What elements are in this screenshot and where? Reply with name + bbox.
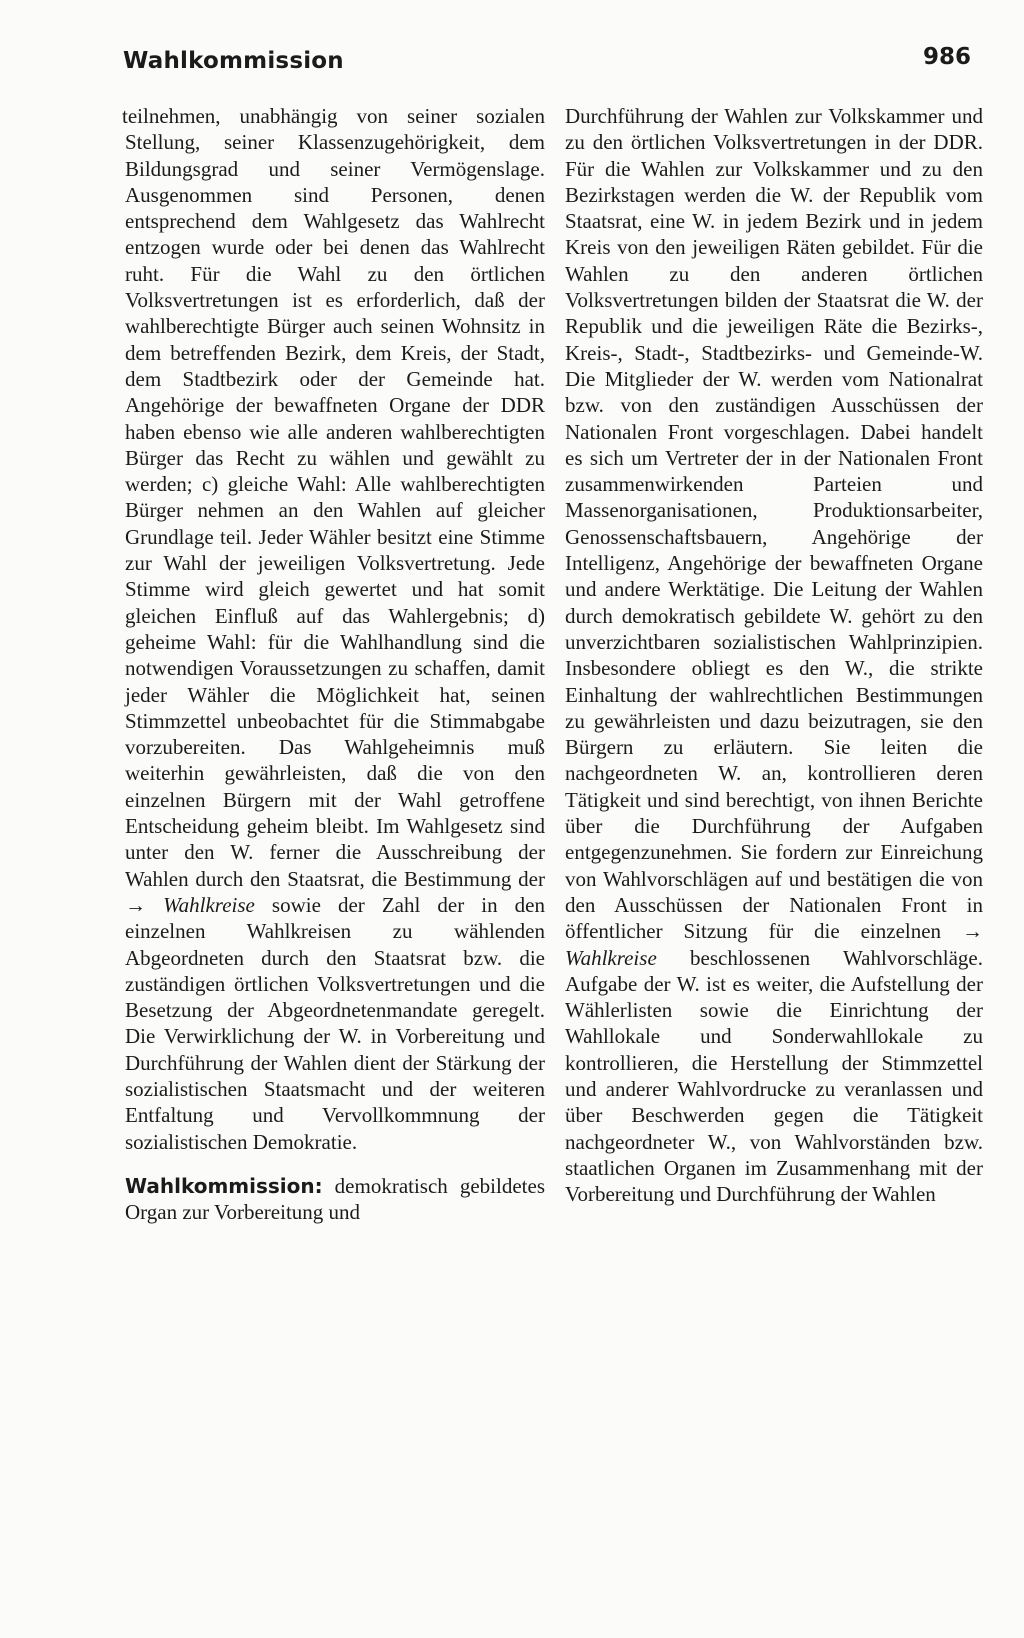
running-head: Wahlkommission	[123, 48, 344, 74]
cross-reference-wahlkreise: Wahlkreise	[565, 945, 657, 970]
entry-wahlkommission	[125, 1173, 545, 1226]
entry-definition: demokratisch gebildetes Organ zur Vorbereitung und	[125, 1173, 545, 1225]
text-segment: sowie der Zahl der in den einzelnen Wahlkreisen zu wählenden Abgeordneten durch den Staatsrat bzw. die zuständigen örtlichen Volksvertretungen und die Besetzung der Abgeordnetenmandate geregelt. Die Verwirklichung der W. in Vorbereitung und Durchführung der Wahlen dient der Stärkung der sozialistischen Staatsmacht und der weiteren Entfaltung und Vervollkommnung der sozialistischen Demokratie.	[125, 892, 546, 1154]
right-column	[565, 103, 983, 1207]
text-segment: beschlossenen Wahlvorschläge. Aufgabe der W. ist es weiter, die Aufstellung der Wählerlisten sowie die Einrichtung der Wahllokale und Sonderwahllokale zu kontrollieren, die Herstellung der Stimmzettel und anderer Wahlvordrucke zu veranlassen und über Beschwerden gegen die Tätigkeit nachgeordneter W., von Wahlvorständen bzw. staatlichen Organen im Zusammenhang mit der Vorbereitung und Durchführung der Wahlen	[565, 945, 983, 1207]
entry-headword: Wahlkommission:	[125, 1173, 323, 1198]
paragraph-wahlgrundsaetze	[122, 103, 546, 1155]
page-number: 986	[923, 44, 972, 70]
cross-reference-wahlkreise: Wahlkreise	[163, 892, 255, 917]
text-segment: teilnehmen, unabhängig von seiner sozialen Stellung, seiner Klassenzugehörigkeit, dem Bildungsgrad und seiner Vermögenslage. Ausgenommen sind Personen, denen entsprechend dem Wahlgesetz das Wahlrecht entzogen wurde oder bei denen das Wahlrecht ruht. Für die Wahl zu den örtlichen Volksvertretungen ist es erforderlich, daß der wahlberechtigte Bürger auch seinen Wohnsitz in dem betreffenden Bezirk, dem Kreis, der Stadt, dem Stadtbezirk oder der Gemeinde hat. Angehörige der bewaffneten Organe der DDR haben ebenso wie alle anderen wahlberechtigten Bürger das Recht zu wählen und gewählt zu werden; c) gleiche Wahl: Alle wahlberechtigten Bürger nehmen an den Wahlen auf gleicher Grundlage teil. Jeder Wähler besitzt eine Stimme zur Wahl der jeweiligen Volksvertretung. Jede Stimme wird gleich gewertet und hat somit gleichen Einfluß auf das Wahlergebnis; d) geheime Wahl: für die Wahlhandlung sind die notwendigen Voraussetzungen zu schaffen, damit jeder Wähler die Möglichkeit hat, seinen Stimmzettel unbeobachtet für die Stimmabgabe vorzubereiten. Das Wahlgeheimnis muß weiterhin gewährleisten, daß die von den einzelnen Bürgern mit der Wahl getroffene Entscheidung geheim bleibt. Im Wahlgesetz sind unter den W. ferner die Ausschreibung der Wahlen durch den Staatsrat, die Bestimmung der →	[122, 104, 545, 917]
text-segment: Durchführung der Wahlen zur Volkskammer und zu den örtlichen Volksvertretungen in der DDR. Für die Wahlen zur Volkskammer und zu den Bezirkstagen werden die W. der Republik vom Staatsrat, eine W. in jedem Bezirk und in jedem Kreis von den jeweiligen Räten gebildet. Für die Wahlen zu den anderen örtlichen Volksvertretungen bilden der Staatsrat die W. der Republik und die jeweiligen Räte die Bezirks-, Kreis-, Stadt-, Stadtbezirks- und Gemeinde-W. Die Mitglieder der W. werden vom Nationalrat bzw. von den zuständigen Ausschüssen der Nationalen Front vorgeschlagen. Dabei handelt es sich um Vertreter der in der Nationalen Front zusammenwirkenden Parteien und Massenorganisationen, Produktionsarbeiter, Genossenschaftsbauern, Angehörige der Intelligenz, Angehörige der bewaffneten Organe und andere Werktätige. Die Leitung der Wahlen durch demokratisch gebildete W. gehört zu den unverzichtbaren sozialistischen Wahlprinzipien. Insbesondere obliegt es den W., die strikte Einhaltung der wahlrechtlichen Bestimmungen zu gewährleisten und dazu beizutragen, sie den Bürgern zu erläutern. Sie leiten die nachgeordneten W. an, kontrollieren deren Tätigkeit und sind berechtigt, von ihnen Berichte über die Durchführung der Aufgaben entgegenzunehmen. Sie fordern zur Einreichung von Wahlvorschlägen auf und bestätigen die von den Ausschüssen der Nationalen Front in öffentlicher Sitzung für die einzelnen →	[565, 104, 983, 944]
left-column	[122, 103, 546, 1225]
paragraph-wahlkommission-continued	[565, 103, 983, 1207]
